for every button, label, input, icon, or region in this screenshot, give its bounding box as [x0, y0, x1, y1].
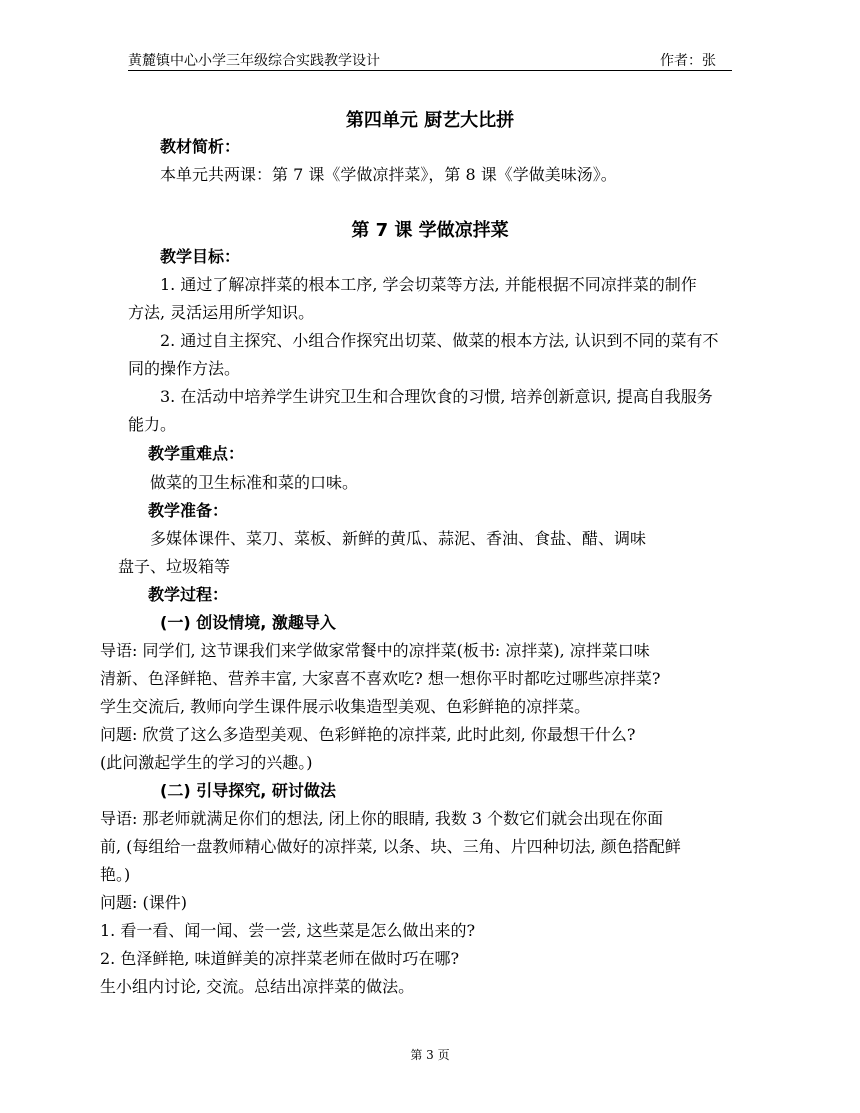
preparation-heading: 教学准备：	[148, 501, 229, 520]
goal-line: 能力。	[128, 415, 177, 434]
page-number: 第 3 页	[410, 1048, 450, 1062]
preparation-line: 盘子、垃圾箱等	[118, 557, 231, 576]
process-line: 学生交流后, 教师向学生课件展示收集造型美观、色彩鲜艳的凉拌菜。	[100, 697, 591, 716]
process-line: 生小组内讨论, 交流。总结出凉拌菜的做法。	[100, 977, 415, 996]
goal-line: 1. 通过了解凉拌菜的根本工序, 学会切菜等方法, 并能根据不同凉拌菜的制作	[160, 275, 697, 294]
header-author: 作者：张	[660, 53, 716, 69]
process-line: 2. 色泽鲜艳, 味道鲜美的凉拌菜老师在做时巧在哪?	[100, 949, 460, 968]
goal-line: 2. 通过自主探究、小组合作探究出切菜、做菜的根本方法, 认识到不同的菜有不	[160, 331, 719, 350]
goal-line: 同的操作方法。	[128, 359, 241, 378]
process-line: 问题: 欣赏了这么多造型美观、色彩鲜艳的凉拌菜, 此时此刻, 你最想干什么?	[100, 725, 636, 744]
section-heading: (二) 引导探究, 研讨做法	[160, 781, 336, 800]
process-line: 导语: 那老师就满足你们的想法, 闭上你的眼睛, 我数 3 个数它们就会出现在你面	[100, 809, 664, 828]
preparation-line: 多媒体课件、菜刀、菜板、新鲜的黄瓜、蒜泥、香油、食盐、醋、调味	[150, 529, 647, 548]
goal-line: 3. 在活动中培养学生讲究卫生和合理饮食的习惯, 培养创新意识, 提高自我服务	[160, 387, 713, 406]
key-points-text: 做菜的卫生标准和菜的口味。	[150, 473, 359, 492]
process-line: 前, (每组给一盘教师精心做好的凉拌菜, 以条、块、三角、片四种切法, 颜色搭配鲜	[100, 837, 681, 856]
unit-title: 第四单元 厨艺大比拼	[345, 110, 515, 131]
process-line: 导语: 同学们, 这节课我们来学做家常餐中的凉拌菜(板书: 凉拌菜), 凉拌菜口味	[100, 641, 650, 660]
process-heading: 教学过程：	[148, 585, 229, 604]
lesson-title: 第 7 课 学做凉拌菜	[351, 220, 509, 241]
process-line: 艳。)	[100, 865, 131, 884]
key-points-heading: 教学重难点：	[148, 444, 245, 463]
goal-line: 方法, 灵活运用所学知识。	[128, 303, 315, 322]
goals-heading: 教学目标：	[160, 247, 241, 266]
process-line: (此问激起学生的学习的兴趣。)	[100, 753, 313, 772]
process-line: 清新、色泽鲜艳、营养丰富, 大家喜不喜欢吃? 想一想你平时都吃过哪些凉拌菜?	[100, 669, 661, 688]
intro-text: 本单元共两课：第 7 课《学做凉拌菜》，第 8 课《学做美味汤》。	[160, 165, 617, 184]
process-line: 问题: (课件)	[100, 893, 187, 912]
header-title: 黄麓镇中心小学三年级综合实践教学设计	[128, 53, 380, 69]
section-heading: (一) 创设情境, 激趣导入	[160, 613, 336, 632]
page-header	[128, 48, 732, 71]
intro-heading: 教材简析：	[160, 137, 241, 156]
process-line: 1. 看一看、闻一闻、尝一尝, 这些菜是怎么做出来的?	[100, 921, 476, 940]
